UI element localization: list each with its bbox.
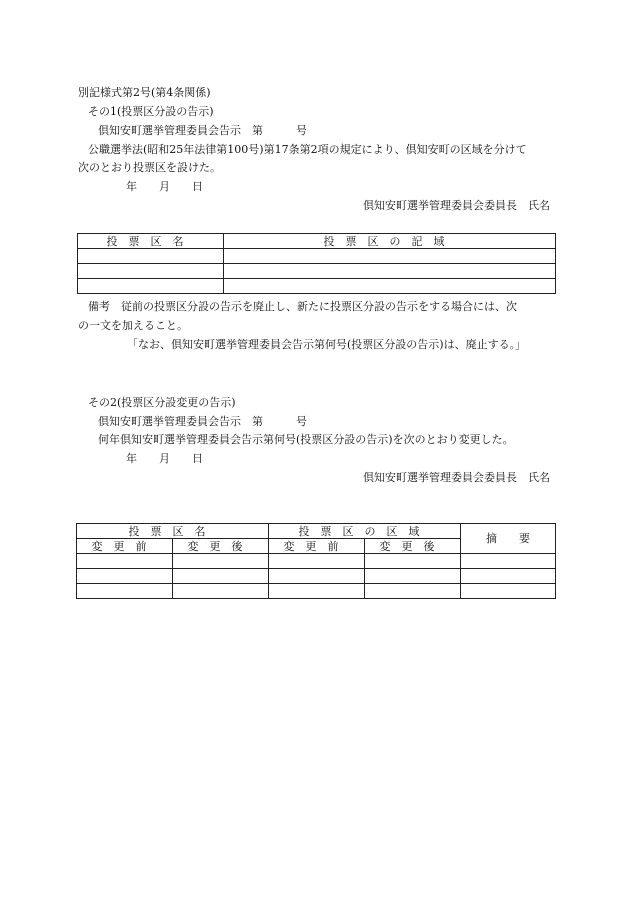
table-cell	[173, 569, 269, 584]
table-cell	[269, 554, 365, 569]
table-cell	[78, 279, 224, 294]
part1-remark-line1: 備考 従前の投票区分設の告示を廃止し、新たに投票区分設の告示をする場合には、次	[88, 300, 517, 313]
part1-notice-number: 倶知安町選挙管理委員会告示 第 号	[98, 124, 307, 137]
district-area-group-header: 投票区の区域	[269, 524, 461, 539]
table-row	[77, 569, 556, 584]
table-row	[77, 584, 556, 599]
form-title: 別記様式第2号(第4条関係)	[78, 86, 211, 99]
table-cell	[365, 554, 461, 569]
table-cell	[461, 569, 556, 584]
part2-table	[76, 523, 556, 599]
table-header-row	[77, 524, 556, 539]
district-name-header: 投票区名	[78, 234, 224, 249]
table-header-row	[78, 234, 556, 249]
table-cell	[365, 569, 461, 584]
table-cell	[77, 569, 173, 584]
table-cell	[78, 249, 224, 264]
table-cell	[224, 249, 556, 264]
table-cell	[269, 584, 365, 599]
part1-table	[77, 233, 556, 294]
district-name-group-header: 投票区名	[77, 524, 269, 539]
area-after-header: 変更後	[365, 539, 461, 554]
part2-body-line1: 何年倶知安町選挙管理委員会告示第何号(投票区分設の告示)を次のとおり変更した。	[98, 433, 514, 446]
table-cell	[173, 584, 269, 599]
part1-remark-quote: 「なお、倶知安町選挙管理委員会告示第何号(投票区分設の告示)は、廃止する。」	[127, 338, 527, 351]
district-area-header: 投票区の記域	[224, 234, 556, 249]
name-before-header: 変更前	[77, 539, 173, 554]
summary-header: 摘 要	[461, 524, 556, 554]
area-before-header: 変更前	[269, 539, 365, 554]
table-row	[78, 279, 556, 294]
table-cell	[77, 554, 173, 569]
table-cell	[269, 569, 365, 584]
part2-heading: その2(投票区分設変更の告示)	[88, 396, 236, 409]
part2-notice-number: 倶知安町選挙管理委員会告示 第 号	[98, 415, 307, 428]
part2-signer: 倶知安町選挙管理委員会委員長 氏名	[363, 471, 550, 484]
table-row	[78, 264, 556, 279]
table-cell	[78, 264, 224, 279]
part1-signer: 倶知安町選挙管理委員会委員長 氏名	[363, 199, 550, 212]
table-cell	[461, 584, 556, 599]
table-cell	[224, 264, 556, 279]
part1-body-line1: 公職選挙法(昭和25年法律第100号)第17条第2項の規定により、倶知安町の区域を分けて	[88, 143, 527, 156]
part1-remark-line2: の一文を加えること。	[78, 319, 188, 332]
table-cell	[365, 584, 461, 599]
table-cell	[173, 554, 269, 569]
table-row	[77, 554, 556, 569]
table-cell	[224, 279, 556, 294]
part2-date: 年 月 日	[126, 452, 203, 465]
table-cell	[77, 584, 173, 599]
part1-body-line2: 次のとおり投票区を設けた。	[78, 161, 221, 174]
part1-heading: その1(投票区分設の告示)	[88, 105, 214, 118]
name-after-header: 変更後	[173, 539, 269, 554]
table-row	[78, 249, 556, 264]
part1-date: 年 月 日	[126, 180, 203, 193]
table-cell	[461, 554, 556, 569]
